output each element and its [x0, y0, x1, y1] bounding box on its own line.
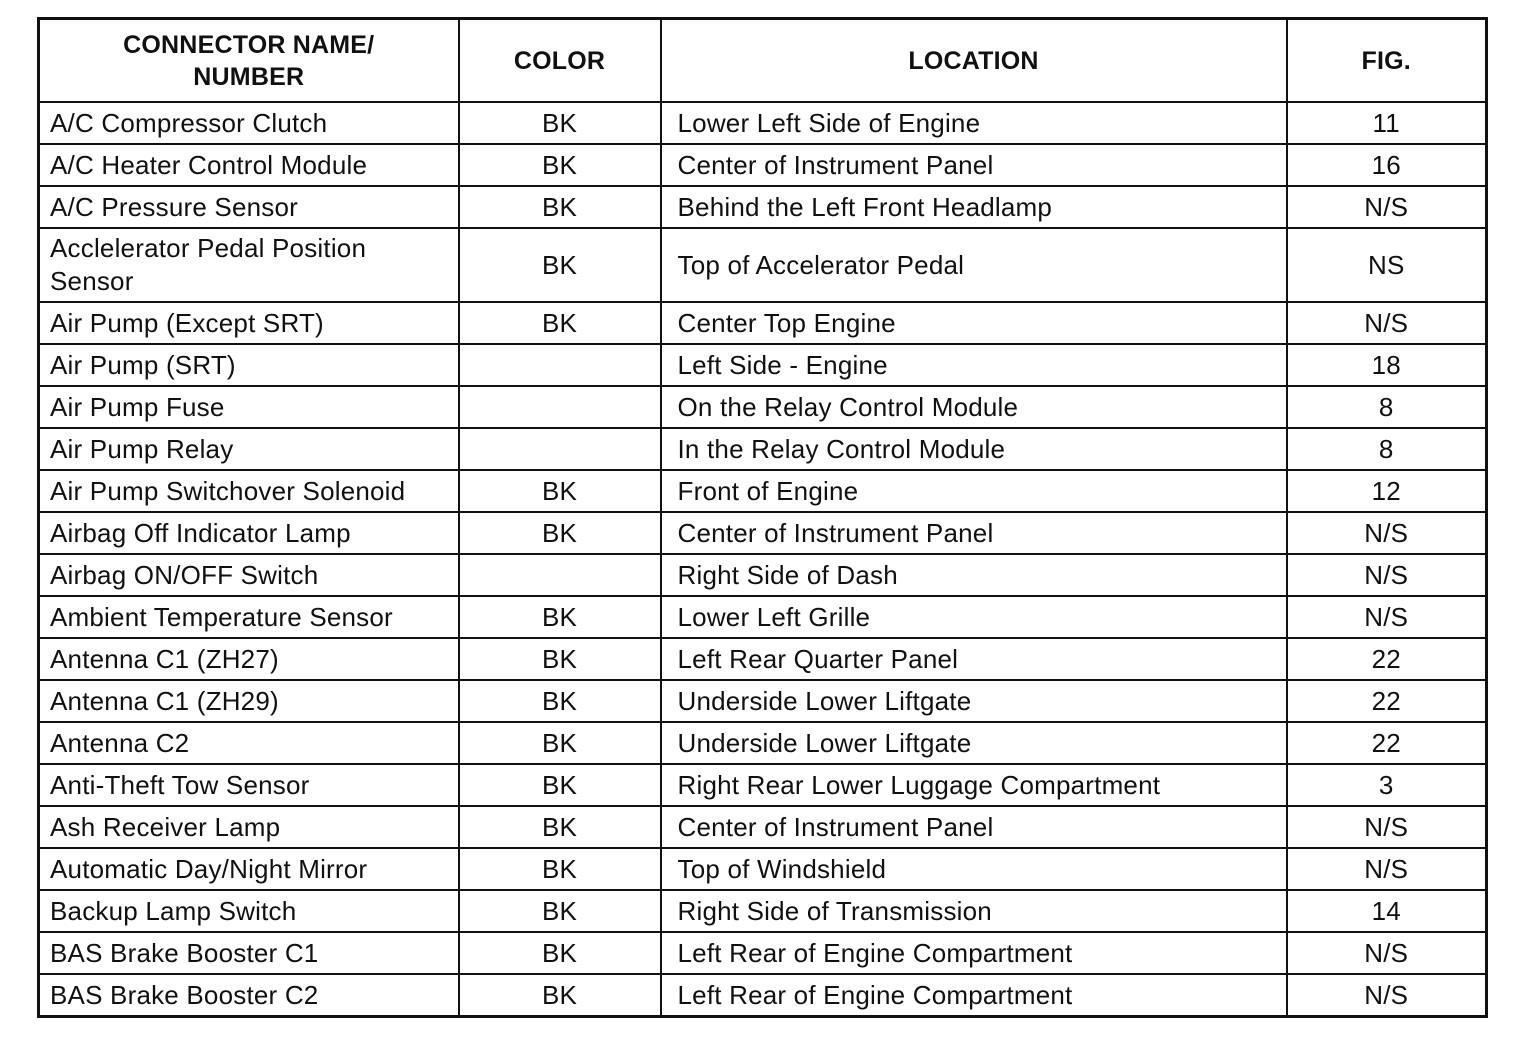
- connector-name-cell: BAS Brake Booster C1: [39, 932, 459, 974]
- table-row: [39, 186, 1487, 228]
- fig-cell: 18: [1287, 344, 1487, 386]
- location-cell: Left Rear Quarter Panel: [661, 638, 1287, 680]
- table-row: [39, 386, 1487, 428]
- color-cell: BK: [459, 974, 661, 1017]
- table-row: [39, 344, 1487, 386]
- color-cell: BK: [459, 144, 661, 186]
- color-cell: BK: [459, 848, 661, 890]
- color-cell: BK: [459, 470, 661, 512]
- color-cell: [459, 554, 661, 596]
- location-cell: Center of Instrument Panel: [661, 512, 1287, 554]
- color-cell: BK: [459, 638, 661, 680]
- location-cell: Underside Lower Liftgate: [661, 680, 1287, 722]
- location-cell: Front of Engine: [661, 470, 1287, 512]
- color-cell: BK: [459, 722, 661, 764]
- color-cell: BK: [459, 806, 661, 848]
- color-cell: BK: [459, 102, 661, 144]
- table-row: [39, 680, 1487, 722]
- header-location: LOCATION: [661, 19, 1287, 103]
- color-cell: [459, 428, 661, 470]
- table-row: [39, 890, 1487, 932]
- header-connector-name-line2: NUMBER: [193, 62, 305, 91]
- location-cell: Left Rear of Engine Compartment: [661, 974, 1287, 1017]
- connector-table: [37, 17, 1488, 1018]
- connector-name-cell: Antenna C1 (ZH29): [39, 680, 459, 722]
- connector-name-cell: Air Pump (Except SRT): [39, 302, 459, 344]
- fig-cell: 3: [1287, 764, 1487, 806]
- location-cell: Top of Windshield: [661, 848, 1287, 890]
- location-cell: Behind the Left Front Headlamp: [661, 186, 1287, 228]
- connector-name-cell: Air Pump Switchover Solenoid: [39, 470, 459, 512]
- location-cell: Left Side - Engine: [661, 344, 1287, 386]
- color-cell: BK: [459, 512, 661, 554]
- connector-name-cell: Air Pump Relay: [39, 428, 459, 470]
- connector-name-cell: Airbag Off Indicator Lamp: [39, 512, 459, 554]
- connector-name-cell: Airbag ON/OFF Switch: [39, 554, 459, 596]
- location-cell: Lower Left Side of Engine: [661, 102, 1287, 144]
- location-cell: Center of Instrument Panel: [661, 806, 1287, 848]
- table-header-row: [39, 19, 1487, 103]
- color-cell: [459, 386, 661, 428]
- table-row: [39, 102, 1487, 144]
- color-cell: BK: [459, 890, 661, 932]
- fig-cell: 16: [1287, 144, 1487, 186]
- fig-cell: 8: [1287, 428, 1487, 470]
- fig-cell: 11: [1287, 102, 1487, 144]
- table-row: [39, 848, 1487, 890]
- location-cell: Center Top Engine: [661, 302, 1287, 344]
- connector-table-container: [37, 17, 1485, 1018]
- table-row: [39, 428, 1487, 470]
- fig-cell: 22: [1287, 680, 1487, 722]
- connector-name-cell: Air Pump Fuse: [39, 386, 459, 428]
- connector-name-cell: A/C Heater Control Module: [39, 144, 459, 186]
- location-cell: In the Relay Control Module: [661, 428, 1287, 470]
- table-row: [39, 470, 1487, 512]
- connector-name-cell: Acclelerator Pedal Position Sensor: [39, 228, 459, 302]
- location-cell: Lower Left Grille: [661, 596, 1287, 638]
- header-fig: FIG.: [1287, 19, 1487, 103]
- color-cell: BK: [459, 302, 661, 344]
- color-cell: [459, 344, 661, 386]
- location-cell: Top of Accelerator Pedal: [661, 228, 1287, 302]
- location-cell: Right Side of Dash: [661, 554, 1287, 596]
- fig-cell: N/S: [1287, 806, 1487, 848]
- table-row: [39, 638, 1487, 680]
- table-row: [39, 974, 1487, 1017]
- fig-cell: N/S: [1287, 848, 1487, 890]
- connector-name-cell: Ash Receiver Lamp: [39, 806, 459, 848]
- table-row: [39, 722, 1487, 764]
- color-cell: BK: [459, 680, 661, 722]
- color-cell: BK: [459, 596, 661, 638]
- connector-name-cell: Ambient Temperature Sensor: [39, 596, 459, 638]
- table-row: [39, 302, 1487, 344]
- connector-name-cell: Automatic Day/Night Mirror: [39, 848, 459, 890]
- fig-cell: 14: [1287, 890, 1487, 932]
- fig-cell: N/S: [1287, 932, 1487, 974]
- location-cell: Underside Lower Liftgate: [661, 722, 1287, 764]
- connector-name-cell: BAS Brake Booster C2: [39, 974, 459, 1017]
- fig-cell: 22: [1287, 722, 1487, 764]
- header-connector-name: [39, 19, 459, 103]
- fig-cell: NS: [1287, 228, 1487, 302]
- fig-cell: 12: [1287, 470, 1487, 512]
- connector-name-cell: A/C Compressor Clutch: [39, 102, 459, 144]
- connector-name-cell: Anti-Theft Tow Sensor: [39, 764, 459, 806]
- location-cell: Right Rear Lower Luggage Compartment: [661, 764, 1287, 806]
- table-row: [39, 554, 1487, 596]
- connector-name-cell: Backup Lamp Switch: [39, 890, 459, 932]
- table-row: [39, 512, 1487, 554]
- fig-cell: N/S: [1287, 554, 1487, 596]
- location-cell: Left Rear of Engine Compartment: [661, 932, 1287, 974]
- connector-name-cell: Antenna C2: [39, 722, 459, 764]
- color-cell: BK: [459, 764, 661, 806]
- fig-cell: N/S: [1287, 512, 1487, 554]
- color-cell: BK: [459, 932, 661, 974]
- connector-name-cell: A/C Pressure Sensor: [39, 186, 459, 228]
- table-row: [39, 932, 1487, 974]
- color-cell: BK: [459, 186, 661, 228]
- fig-cell: N/S: [1287, 186, 1487, 228]
- color-cell: BK: [459, 228, 661, 302]
- fig-cell: N/S: [1287, 302, 1487, 344]
- table-row: [39, 144, 1487, 186]
- table-body: [39, 102, 1487, 1017]
- table-row: [39, 764, 1487, 806]
- connector-name-cell: Antenna C1 (ZH27): [39, 638, 459, 680]
- fig-cell: 8: [1287, 386, 1487, 428]
- connector-name-cell: Air Pump (SRT): [39, 344, 459, 386]
- fig-cell: N/S: [1287, 596, 1487, 638]
- location-cell: On the Relay Control Module: [661, 386, 1287, 428]
- location-cell: Center of Instrument Panel: [661, 144, 1287, 186]
- fig-cell: N/S: [1287, 974, 1487, 1017]
- fig-cell: 22: [1287, 638, 1487, 680]
- table-row: [39, 228, 1487, 302]
- location-cell: Right Side of Transmission: [661, 890, 1287, 932]
- header-color: COLOR: [459, 19, 661, 103]
- header-connector-name-line1: CONNECTOR NAME/: [123, 30, 375, 59]
- table-row: [39, 806, 1487, 848]
- table-row: [39, 596, 1487, 638]
